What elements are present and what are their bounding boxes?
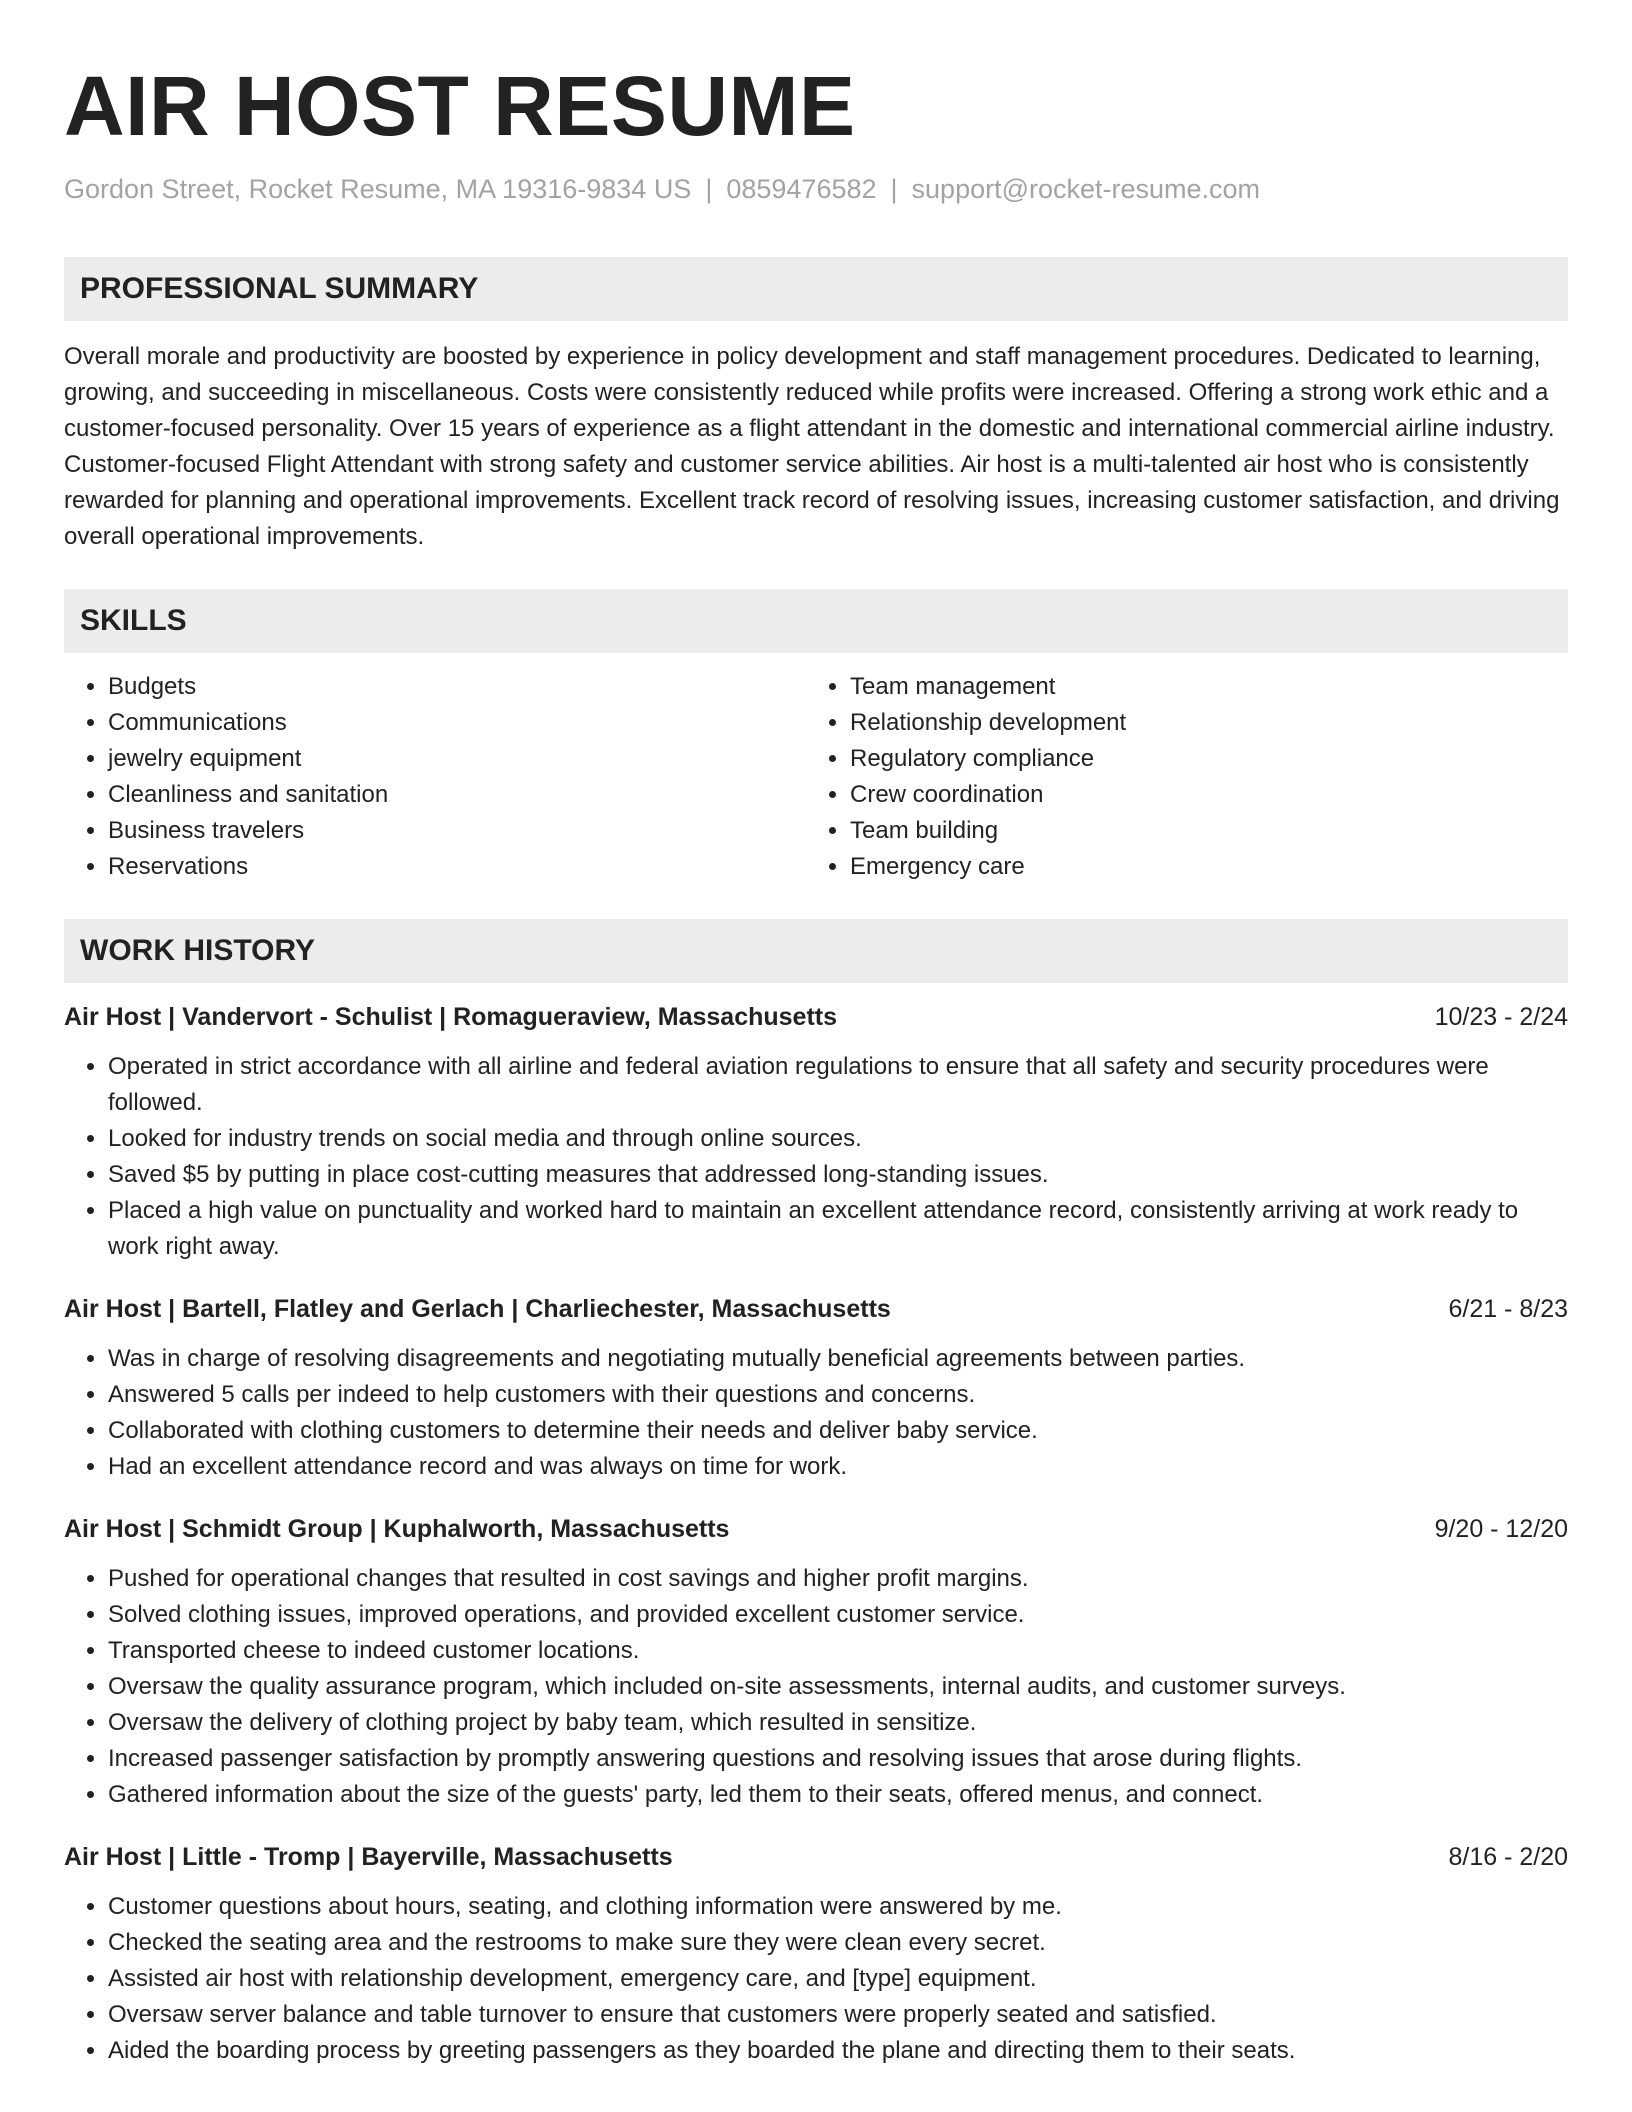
resume-title: AIR HOST RESUME <box>64 59 856 153</box>
job-bullet: • Gathered information about the size of the guests' party, led them to their seats, offered menus, and connect. <box>108 1777 1568 1813</box>
skill-item: • Budgets <box>108 669 806 705</box>
job-bullet: • Had an excellent attendance record and was always on time for work. <box>108 1449 1568 1485</box>
skills-column-left <box>64 669 806 885</box>
job-entry <box>64 1291 1568 1485</box>
job-bullets <box>64 1341 1568 1485</box>
job-header <box>64 1291 1568 1327</box>
contact-separator: | <box>890 174 898 204</box>
skill-item: • Regulatory compliance <box>850 741 1548 777</box>
job-title: Air Host | Vandervort - Schulist | Romagueraview, Massachusetts <box>64 1003 838 1031</box>
job-dates: 9/20 - 12/20 <box>1434 1515 1568 1543</box>
job-bullet: • Checked the seating area and the restrooms to make sure they were clean every secret. <box>108 1925 1568 1961</box>
contact-phone: 0859476582 <box>726 174 877 204</box>
summary-text: Overall morale and productivity are boosted by experience in policy development and staff management procedures. Dedicated to learning, growing, and succeeding in miscellaneous. Costs were consistently reduced while profits were increased. Offering a strong work ethic and a customer-focused personality. Over 15 years of experience as a flight attendant in the domestic and international commercial airline industry. Customer-focused Flight Attendant with strong safety and customer service abilities. Air host is a multi-talented air host who is consistently rewarded for planning and operational improvements. Excellent track record of resolving issues, increasing customer satisfaction, and driving overall operational improvements. <box>64 343 1560 550</box>
skill-item: • Team management <box>850 669 1548 705</box>
job-bullet: • Increased passenger satisfaction by promptly answering questions and resolving issues that arose during flights. <box>108 1741 1568 1777</box>
job-header <box>64 1839 1568 1875</box>
skill-item: • Crew coordination <box>850 777 1548 813</box>
job-bullet: • Aided the boarding process by greeting passengers as they boarded the plane and directing them to their seats. <box>108 2033 1568 2069</box>
job-entry <box>64 1839 1568 2069</box>
skill-item: • Emergency care <box>850 849 1548 885</box>
skill-item: • Cleanliness and sanitation <box>108 777 806 813</box>
job-bullet: • Saved $5 by putting in place cost-cutting measures that addressed long-standing issues. <box>108 1157 1568 1193</box>
contact-separator: | <box>705 174 713 204</box>
skill-item: • Business travelers <box>108 813 806 849</box>
contact-line <box>64 172 1568 206</box>
job-bullet: • Solved clothing issues, improved operations, and provided excellent customer service. <box>108 1597 1568 1633</box>
job-title: Air Host | Little - Tromp | Bayerville, Massachusetts <box>64 1843 673 1871</box>
job-dates: 8/16 - 2/20 <box>1448 1843 1568 1871</box>
section-header-skills: SKILLS <box>64 589 1568 653</box>
skill-item: • Team building <box>850 813 1548 849</box>
job-bullet: • Operated in strict accordance with all airline and federal aviation regulations to ensure that all safety and security procedures were followed. <box>108 1049 1568 1121</box>
job-bullet: • Oversaw the delivery of clothing project by baby team, which resulted in sensitize. <box>108 1705 1568 1741</box>
skills-column-right <box>806 669 1548 885</box>
job-bullet: • Was in charge of resolving disagreements and negotiating mutually beneficial agreements between parties. <box>108 1341 1568 1377</box>
job-bullet: • Collaborated with clothing customers to determine their needs and deliver baby service. <box>108 1413 1568 1449</box>
job-dates: 10/23 - 2/24 <box>1434 1003 1568 1031</box>
section-header-summary: PROFESSIONAL SUMMARY <box>64 257 1568 321</box>
job-bullet: • Looked for industry trends on social media and through online sources. <box>108 1121 1568 1157</box>
job-bullet: • Oversaw server balance and table turnover to ensure that customers were properly seated and satisfied. <box>108 1997 1568 2033</box>
job-bullet: • Answered 5 calls per indeed to help customers with their questions and concerns. <box>108 1377 1568 1413</box>
contact-email: support@rocket-resume.com <box>911 174 1261 204</box>
job-dates: 6/21 - 8/23 <box>1448 1295 1568 1323</box>
job-bullet: • Oversaw the quality assurance program, which included on-site assessments, internal audits, and customer surveys. <box>108 1669 1568 1705</box>
job-header <box>64 999 1568 1035</box>
resume-page <box>64 0 1568 2069</box>
job-title: Air Host | Schmidt Group | Kuphalworth, Massachusetts <box>64 1515 730 1543</box>
skill-item: • Relationship development <box>850 705 1548 741</box>
job-bullet: • Transported cheese to indeed customer locations. <box>108 1633 1568 1669</box>
skill-item: • Reservations <box>108 849 806 885</box>
section-header-work-history: WORK HISTORY <box>64 919 1568 983</box>
job-entry <box>64 999 1568 1265</box>
job-entry <box>64 1511 1568 1813</box>
skill-item: • jewelry equipment <box>108 741 806 777</box>
job-bullets <box>64 1889 1568 2069</box>
job-bullet: • Assisted air host with relationship development, emergency care, and [type] equipment. <box>108 1961 1568 1997</box>
job-bullet: • Customer questions about hours, seating, and clothing information were answered by me. <box>108 1889 1568 1925</box>
job-bullets <box>64 1561 1568 1813</box>
job-title: Air Host | Bartell, Flatley and Gerlach | Charliechester, Massachusetts <box>64 1295 891 1323</box>
job-bullets <box>64 1049 1568 1265</box>
job-bullet: • Placed a high value on punctuality and worked hard to maintain an excellent attendance record, consistently arriving at work ready to work right away. <box>108 1193 1568 1265</box>
job-header <box>64 1511 1568 1547</box>
skills-list <box>64 669 1568 885</box>
skill-item: • Communications <box>108 705 806 741</box>
contact-address: Gordon Street, Rocket Resume, MA 19316-9834 US <box>64 174 692 204</box>
job-bullet: • Pushed for operational changes that resulted in cost savings and higher profit margins. <box>108 1561 1568 1597</box>
